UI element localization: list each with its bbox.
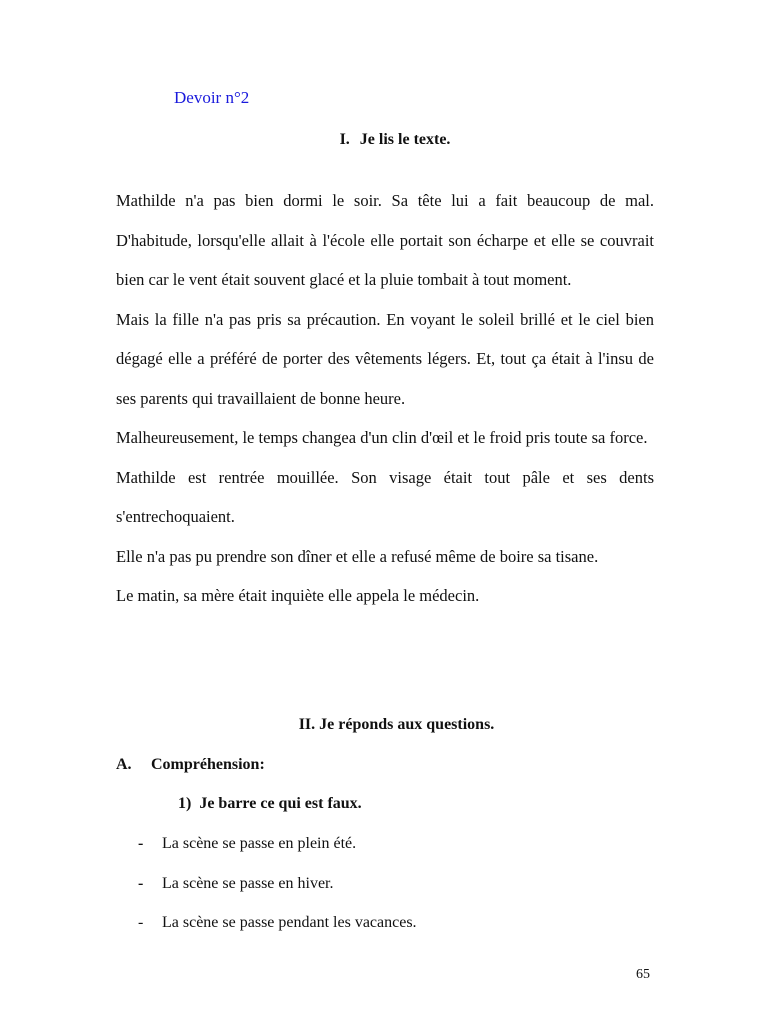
section-a-letter: A. — [116, 756, 132, 773]
list-item — [138, 913, 417, 953]
question-1-number: 1) — [178, 795, 192, 812]
section-1-heading — [0, 131, 768, 149]
list-item-text: La scène se passe en hiver. — [162, 874, 334, 892]
list-item — [138, 874, 417, 914]
text-paragraph-1: Mathilde n'a pas bien dormi le soir. Sa tête lui a fait beaucoup de mal. D'habitude, lorsqu'elle allait à l'école elle portait son écharpe et elle se couvrait bien car le vent était souvent glacé et la pluie tombait à tout moment. — [116, 191, 654, 289]
text-paragraph-6: Le matin, sa mère était inquiète elle appela le médecin. — [116, 586, 480, 605]
list-dash: - — [138, 835, 144, 852]
statement-list — [138, 834, 417, 953]
section-1-title: Je lis le texte. — [359, 131, 451, 148]
text-paragraph-3: Malheureusement, le temps changea d'un clin d'œil et le froid pris toute sa force. — [116, 428, 648, 447]
text-paragraph-5: Elle n'a pas pu prendre son dîner et elle a refusé même de boire sa tisane. — [116, 546, 599, 566]
list-item-text: La scène se passe pendant les vacances. — [162, 914, 417, 931]
reading-text — [116, 181, 654, 616]
section-a-title: Compréhension: — [151, 756, 265, 773]
list-dash: - — [138, 914, 144, 931]
text-paragraph-4: Mathilde est rentrée mouillée. Son visage était tout pâle et ses dents s'entrechoquaient. — [116, 467, 654, 526]
text-paragraph-2: Mais la fille n'a pas pris sa précaution. En voyant le soleil brillé et le ciel bien dégagé elle a préféré de porter des vêtements légers. Et, tout ça était à l'insu de ses parents qui travaillaient de bonne heure. — [116, 309, 654, 408]
question-1-title: Je barre ce qui est faux. — [199, 795, 362, 812]
list-item-text: La scène se passe en plein été. — [162, 835, 357, 852]
list-item — [138, 834, 417, 874]
section-2-heading: II. Je réponds aux questions. — [298, 716, 495, 733]
section-1-number: I. — [339, 131, 350, 148]
page-number: 65 — [636, 967, 650, 982]
section-a-heading — [116, 756, 265, 774]
question-1-heading — [178, 795, 362, 813]
devoir-label: Devoir n°2 — [174, 88, 250, 107]
list-dash: - — [138, 874, 144, 892]
